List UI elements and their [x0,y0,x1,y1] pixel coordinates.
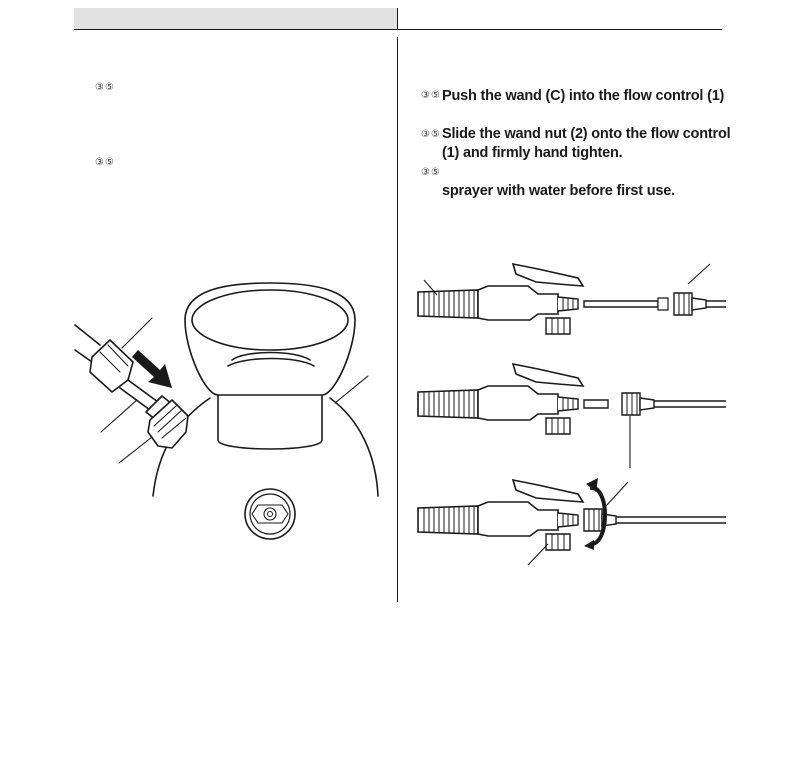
right-step-3-marker: ③⑤ [421,167,441,178]
left-step-2-marker: ③⑤ [95,157,115,168]
right-step-3-text-line2: sprayer with water before first use. [442,183,675,199]
right-step-1-text: Push the wand (C) into the flow control (1) [442,88,725,104]
right-step-2-text: Slide the wand nut (2) onto the flow control [442,126,731,142]
assembly-stage-3 [418,478,726,565]
right-step-2-marker: ③⑤ [421,129,441,140]
assembly-stage-1 [418,264,726,334]
right-step-1-marker: ③⑤ [421,90,441,101]
left-step-1-marker: ③⑤ [95,82,115,93]
right-step-2-text-line2: (1) and firmly hand tighten. [442,145,623,161]
assembly-stage-2 [418,364,726,468]
